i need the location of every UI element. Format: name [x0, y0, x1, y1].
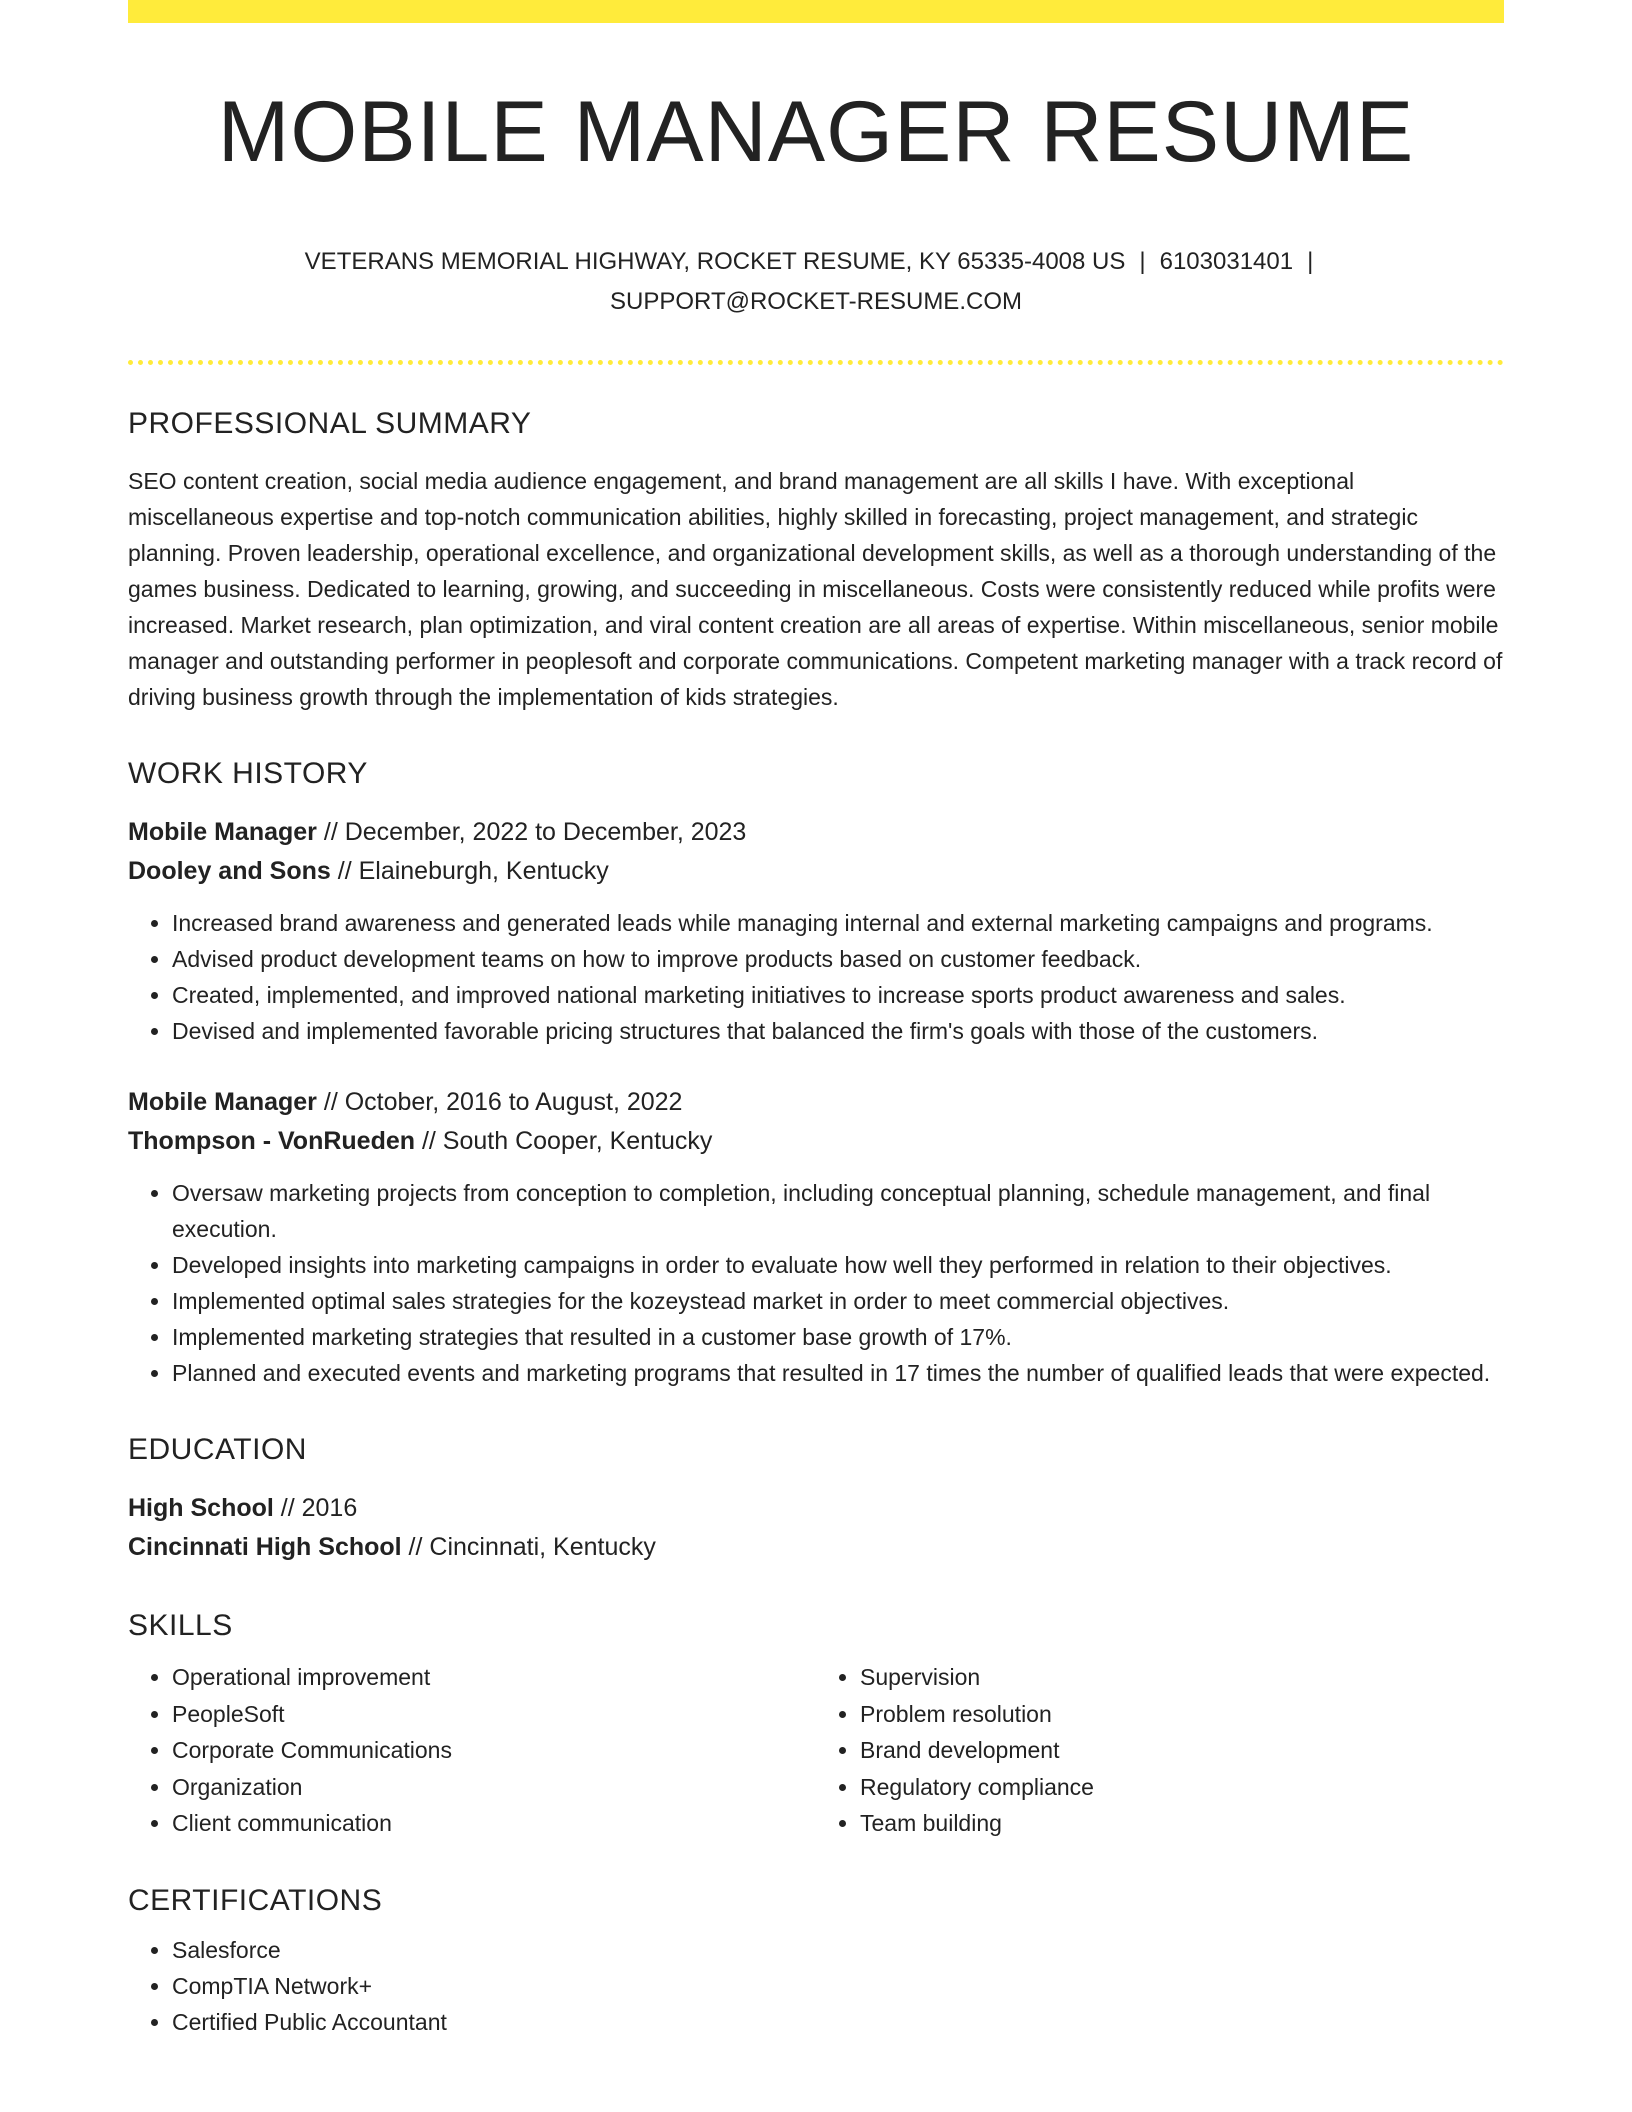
certification-item: • Salesforce — [172, 1932, 1504, 1968]
skill-item: • Corporate Communications — [172, 1732, 816, 1769]
contact-address: VETERANS MEMORIAL HIGHWAY, ROCKET RESUME, KY 65335-4008 US — [304, 248, 1126, 276]
job-dates: // October, 2016 to August, 2022 — [316, 1088, 683, 1117]
job-company-line — [128, 1122, 1504, 1161]
education-school-line — [128, 1528, 1504, 1567]
certification-item: • Certified Public Accountant — [172, 2004, 1504, 2040]
contact-separator: | — [1307, 248, 1314, 276]
skill-item: • Client communication — [172, 1805, 816, 1842]
job-bullet: • Devised and implemented favorable pricing structures that balanced the firm's goals with those of the customers. — [172, 1013, 1504, 1049]
certifications-list — [128, 1932, 1504, 2040]
job-bullet: • Increased brand awareness and generated leads while managing internal and external marketing campaigns and programs. — [172, 905, 1504, 941]
resume-title: MOBILE MANAGER RESUME — [217, 84, 1415, 180]
summary-text: SEO content creation, social media audience engagement, and brand management are all skills I have. With exceptional miscellaneous expertise and top-notch communication abilities, highly skilled in forecasting, project management, and strategic planning. Proven leadership, operational excellence, and organizational development skills, as well as a thorough understanding of the games business. Dedicated to learning, growing, and succeeding in miscellaneous. Costs were consistently reduced while profits were increased. Market research, plan optimization, and viral content creation are all areas of expertise. Within miscellaneous, senior mobile manager and outstanding performer in peoplesoft and corporate communications. Competent marketing manager with a track record of driving business growth through the implementation of kids strategies. — [128, 468, 1503, 711]
job-location: // Elaineburgh, Kentucky — [330, 857, 609, 886]
education-entry — [128, 1489, 1504, 1567]
contact-email[interactable]: SUPPORT@ROCKET-RESUME.COM — [610, 288, 1022, 316]
skill-item: • Team building — [860, 1805, 1504, 1842]
skills-column-left — [128, 1659, 816, 1842]
skill-item: • Operational improvement — [172, 1659, 816, 1696]
job-bullets — [128, 1175, 1504, 1391]
contact-phone[interactable]: 6103031401 — [1159, 248, 1294, 276]
certifications-heading: CERTIFICATIONS — [128, 1883, 383, 1917]
summary-heading: PROFESSIONAL SUMMARY — [128, 407, 532, 441]
education-degree: High School — [128, 1494, 274, 1523]
job-title-line — [128, 813, 1504, 852]
job-bullet: • Oversaw marketing projects from conception to completion, including conceptual planning, schedule management, and final execution. — [172, 1175, 1504, 1247]
contact-info — [128, 242, 1504, 322]
job-position: Mobile Manager — [128, 818, 317, 847]
skills-grid — [128, 1659, 1504, 1842]
education-location: // Cincinnati, Kentucky — [401, 1533, 656, 1562]
job-bullet: • Implemented optimal sales strategies for the kozeystead market in order to meet commercial objectives. — [172, 1283, 1504, 1319]
job-location: // South Cooper, Kentucky — [415, 1127, 713, 1156]
contact-separator: | — [1139, 248, 1146, 276]
job-bullet: • Planned and executed events and marketing programs that resulted in 17 times the number of qualified leads that were expected. — [172, 1355, 1504, 1391]
education-heading: EDUCATION — [128, 1433, 307, 1467]
job-bullet: • Developed insights into marketing campaigns in order to evaluate how well they performed in relation to their objectives. — [172, 1247, 1504, 1283]
skill-item: • Problem resolution — [860, 1696, 1504, 1733]
job-entry — [128, 1083, 1504, 1391]
job-company: Dooley and Sons — [128, 857, 331, 886]
skills-column-right — [816, 1659, 1504, 1842]
skill-item: • Brand development — [860, 1732, 1504, 1769]
header-divider — [128, 360, 1504, 365]
education-degree-line — [128, 1489, 1504, 1528]
resume-page — [128, 0, 1504, 2040]
education-school: Cincinnati High School — [128, 1533, 402, 1562]
skills-heading: SKILLS — [128, 1609, 233, 1643]
education-year: // 2016 — [273, 1494, 358, 1523]
job-bullets — [128, 905, 1504, 1049]
job-position: Mobile Manager — [128, 1088, 317, 1117]
job-dates: // December, 2022 to December, 2023 — [316, 818, 747, 847]
skill-item: • Supervision — [860, 1659, 1504, 1696]
skill-item: • PeopleSoft — [172, 1696, 816, 1733]
job-company-line — [128, 852, 1504, 891]
job-bullet: • Created, implemented, and improved national marketing initiatives to increase sports product awareness and sales. — [172, 977, 1504, 1013]
certification-item: • CompTIA Network+ — [172, 1968, 1504, 2004]
job-company: Thompson - VonRueden — [128, 1127, 416, 1156]
job-entry — [128, 813, 1504, 1049]
skill-item: • Organization — [172, 1769, 816, 1806]
top-accent-bar — [128, 0, 1504, 23]
job-bullet: • Advised product development teams on how to improve products based on customer feedback. — [172, 941, 1504, 977]
job-title-line — [128, 1083, 1504, 1122]
skill-item: • Regulatory compliance — [860, 1769, 1504, 1806]
work-history-heading: WORK HISTORY — [128, 757, 368, 791]
job-bullet: • Implemented marketing strategies that resulted in a customer base growth of 17%. — [172, 1319, 1504, 1355]
